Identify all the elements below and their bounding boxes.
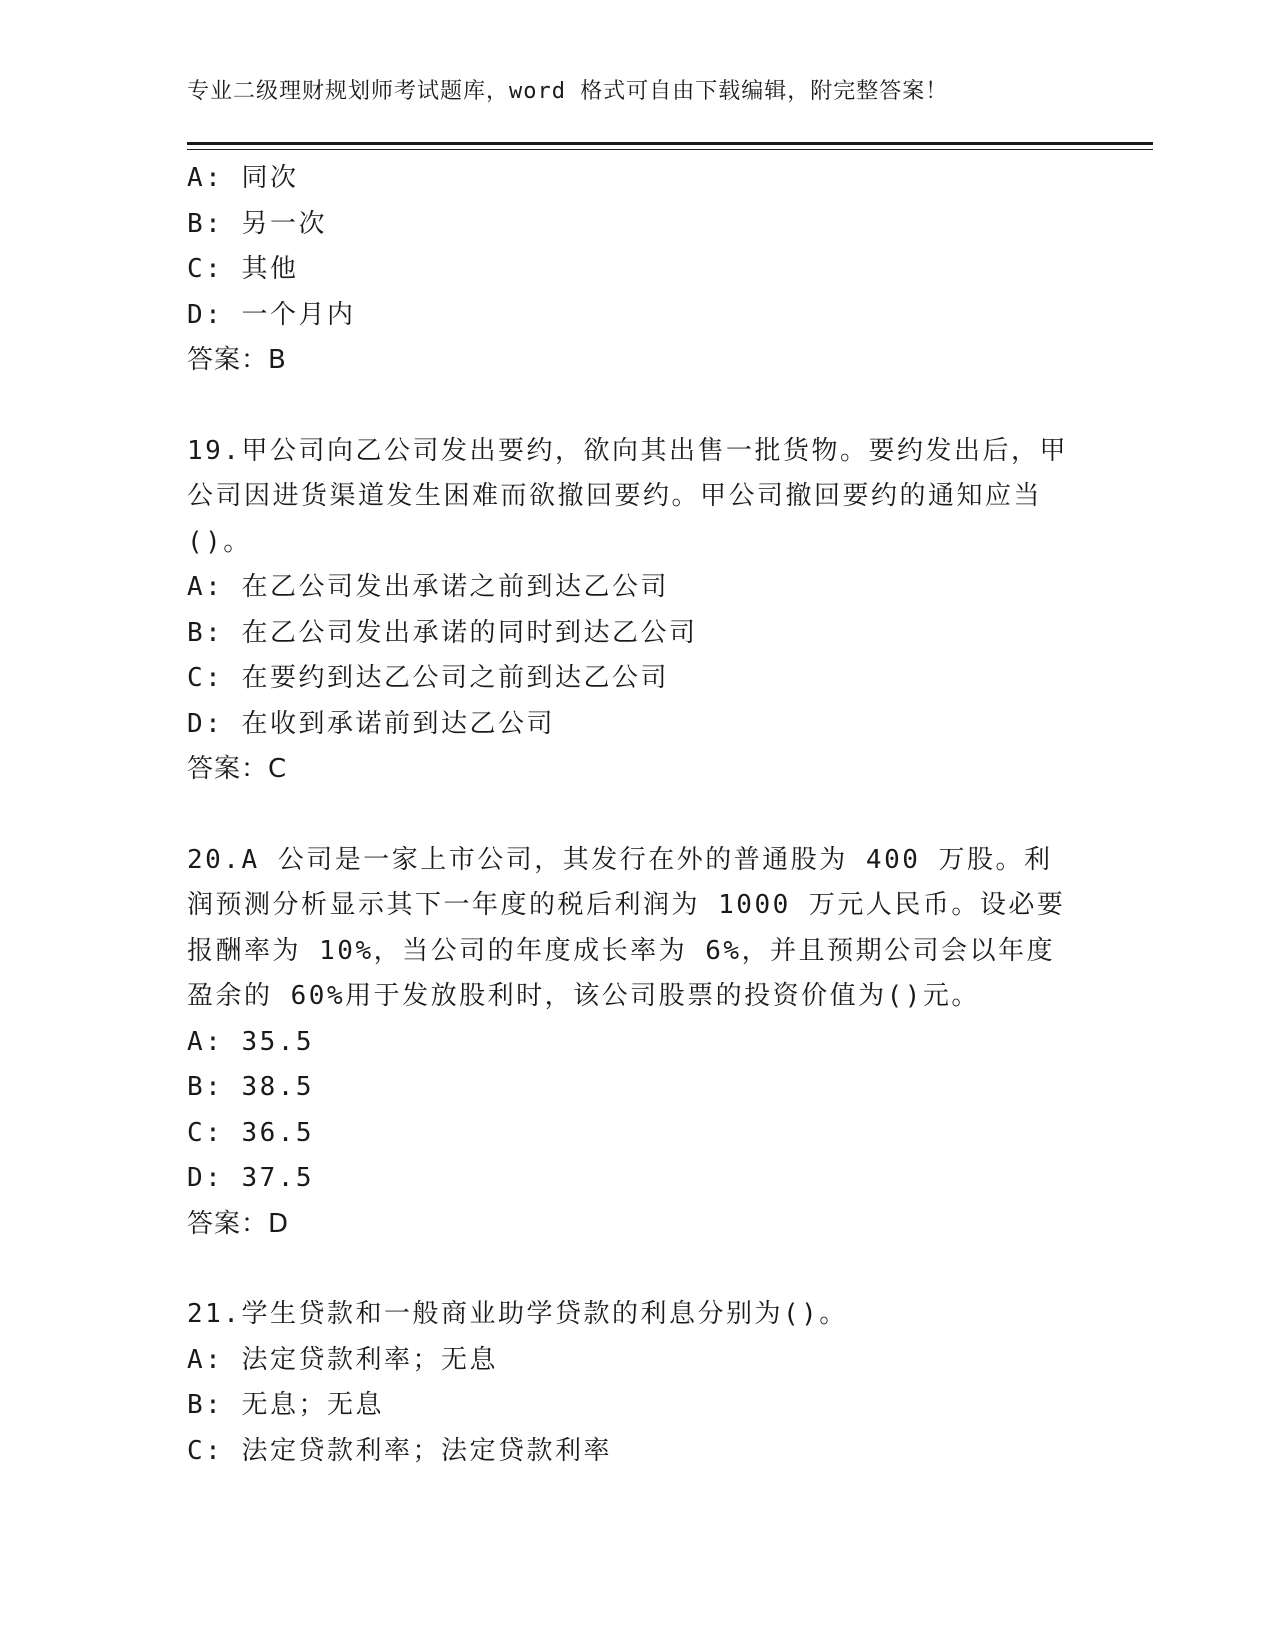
spacer xyxy=(187,1247,1087,1292)
answer-line: 答案：B xyxy=(187,345,287,375)
option-d: D: 在收到承诺前到达乙公司 xyxy=(187,708,555,739)
option-c: C: 36.5 xyxy=(187,1117,315,1148)
option-d: D: 37.5 xyxy=(187,1163,315,1193)
option-b: B: 在乙公司发出承诺的同时到达乙公司 xyxy=(187,617,698,648)
spacer xyxy=(187,793,1087,838)
page-header: 专业二级理财规划师考试题库，word 格式可自由下载编辑，附完整答案！ xyxy=(187,79,949,104)
question-content xyxy=(187,156,1087,1474)
question-19 xyxy=(187,429,1087,793)
question-21 xyxy=(187,1292,1087,1474)
option-a: A: 35.5 xyxy=(187,1026,315,1057)
option-d: D: 一个月内 xyxy=(187,299,356,330)
previous-question-options xyxy=(187,156,1087,384)
header-rule-thick xyxy=(187,142,1153,145)
question-stem: 20.A 公司是一家上市公司，其发行在外的普通股为 400 万股。利润预测分析显示其下一年度的税后利润为 1000 万元人民币。设必要报酬率为 10%，当公司的年度成长率为 6%，并且预期公司会以年度盈余的 60%用于发放股利时，该公司股票的投资价值为()元。 xyxy=(187,844,1066,1011)
header-rule-thin xyxy=(187,149,1153,150)
option-b: B: 38.5 xyxy=(187,1072,315,1102)
option-c: C: 在要约到达乙公司之前到达乙公司 xyxy=(187,663,669,693)
question-stem: 19.甲公司向乙公司发出要约，欲向其出售一批货物。要约发出后，甲公司因进货渠道发生困难而欲撤回要约。甲公司撤回要约的通知应当()。 xyxy=(187,435,1068,557)
answer-line: 答案：C xyxy=(187,754,288,784)
option-c: C: 法定贷款利率；法定贷款利率 xyxy=(187,1435,612,1466)
option-a: A: 同次 xyxy=(187,163,299,193)
option-b: B: 无息；无息 xyxy=(187,1390,384,1420)
option-c: C: 其他 xyxy=(187,254,299,284)
option-b: B: 另一次 xyxy=(187,208,327,239)
question-20 xyxy=(187,838,1087,1248)
question-stem: 21.学生贷款和一般商业助学贷款的利息分别为()。 xyxy=(187,1299,848,1329)
spacer xyxy=(187,384,1087,429)
answer-line: 答案：D xyxy=(187,1208,290,1239)
option-a: A: 在乙公司发出承诺之前到达乙公司 xyxy=(187,572,669,602)
option-a: A: 法定贷款利率；无息 xyxy=(187,1344,498,1375)
